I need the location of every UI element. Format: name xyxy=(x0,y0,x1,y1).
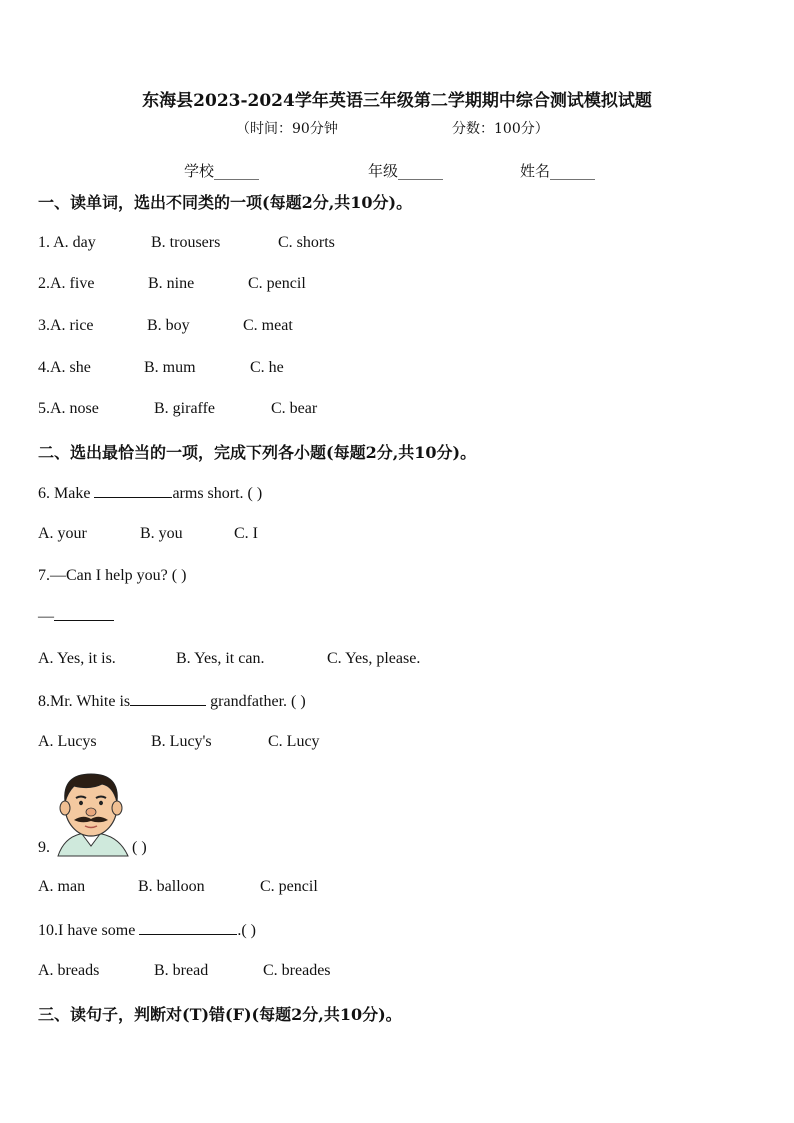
q6-option-c: C. I xyxy=(234,525,258,542)
q7-blank xyxy=(54,606,114,621)
q4-option-a: 4.A. she xyxy=(38,359,91,376)
q8-option-c: C. Lucy xyxy=(268,733,320,750)
q4-option-c: C. he xyxy=(250,359,284,376)
q7-stem: 7.—Can I help you? ( ) xyxy=(38,567,187,584)
section-3-heading: 三、读句子，判断对(T)错(F)(每题2分,共10分)。 xyxy=(38,1005,402,1024)
q3-option-b: B. boy xyxy=(147,317,190,334)
q6-blank xyxy=(94,483,172,498)
q9-option-c: C. pencil xyxy=(260,878,318,895)
q7-option-a: A. Yes, it is. xyxy=(38,650,116,667)
grade-field: 年级______ xyxy=(368,162,444,180)
q2-option-b: B. nine xyxy=(148,275,195,292)
q1-option-b: B. trousers xyxy=(151,234,221,251)
q4-option-b: B. mum xyxy=(144,359,196,376)
section-1-heading: 一、读单词，选出不同类的一项(每题2分,共10分)。 xyxy=(38,193,413,212)
q6-option-a: A. your xyxy=(38,525,87,542)
exam-time: （时间：90分钟 xyxy=(236,121,338,137)
q5-option-c: C. bear xyxy=(271,400,318,417)
school-field: 学校______ xyxy=(184,162,260,180)
q5-option-a: 5.A. nose xyxy=(38,400,99,417)
q3-option-c: C. meat xyxy=(243,317,293,334)
grade-blank: ______ xyxy=(398,162,444,180)
section-2-heading: 二、选出最恰当的一项，完成下列各小题(每题2分,共10分)。 xyxy=(38,443,477,462)
q6-stem: 6. Make arms short. ( ) xyxy=(38,485,263,502)
q7-option-b: B. Yes, it can. xyxy=(176,650,265,667)
q1-option-c: C. shorts xyxy=(278,234,335,251)
q7-answer-line: — xyxy=(38,606,114,626)
q8-option-a: A. Lucys xyxy=(38,733,97,750)
q9-number: 9. xyxy=(38,839,50,856)
q9-paren: ( ) xyxy=(132,839,147,856)
q10-blank xyxy=(139,920,237,935)
man-cartoon-icon xyxy=(50,768,132,858)
q10-option-b: B. bread xyxy=(154,962,209,979)
q6-option-b: B. you xyxy=(140,525,183,542)
q8-stem: 8.Mr. White is grandfather. ( ) xyxy=(38,693,306,710)
q1-option-a: 1. A. day xyxy=(38,234,96,251)
name-blank: ______ xyxy=(550,162,596,180)
q9-option-a: A. man xyxy=(38,878,86,895)
exam-score: 分数：100分） xyxy=(452,121,549,137)
q3-option-a: 3.A. rice xyxy=(38,317,94,334)
school-blank: ______ xyxy=(214,162,260,180)
q10-option-c: C. breades xyxy=(263,962,331,979)
q2-option-c: C. pencil xyxy=(248,275,306,292)
q9-option-b: B. balloon xyxy=(138,878,205,895)
q8-option-b: B. Lucy's xyxy=(151,733,212,750)
q10-stem: 10.I have some .( ) xyxy=(38,922,256,939)
q2-option-a: 2.A. five xyxy=(38,275,95,292)
q5-option-b: B. giraffe xyxy=(154,400,216,417)
exam-title: 东海县2023-2024学年英语三年级第二学期期中综合测试模拟试题 xyxy=(142,91,652,111)
q7-option-c: C. Yes, please. xyxy=(327,650,421,667)
name-field: 姓名______ xyxy=(520,162,596,180)
q8-blank xyxy=(130,691,206,706)
q10-option-a: A. breads xyxy=(38,962,100,979)
